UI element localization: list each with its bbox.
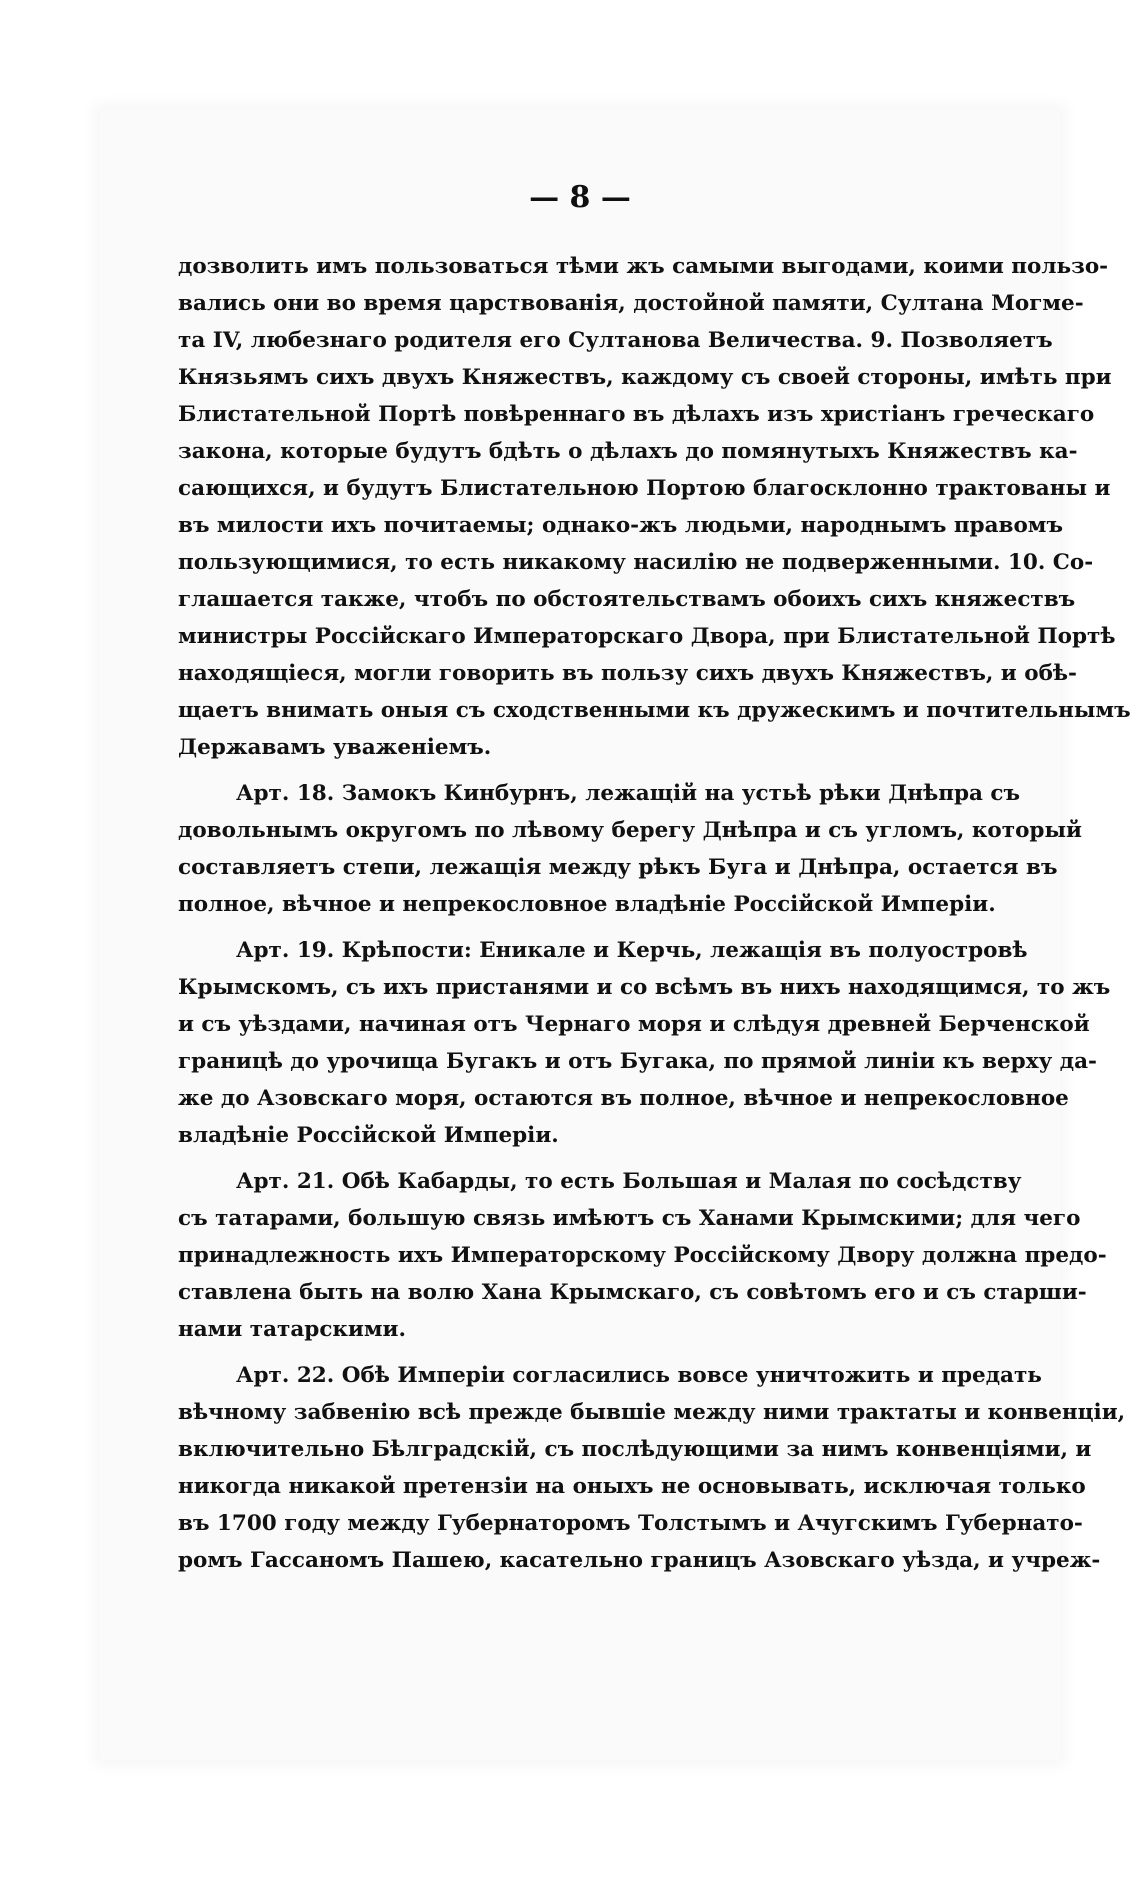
page-number: — 8 —	[529, 180, 631, 215]
text-line: находящіеся, могли говорить въ пользу сихъ двухъ Княжествъ, и обѣ-	[178, 661, 1077, 686]
text-line: Арт. 21. Обѣ Кабарды, то есть Большая и Малая по сосѣдству	[236, 1169, 1022, 1194]
paragraph-article-19	[178, 932, 1111, 1154]
text-line: Крымскомъ, съ ихъ пристанями и со всѣмъ въ нихъ находящимся, то жъ	[178, 975, 1111, 1000]
book-page	[100, 110, 1131, 1760]
text-line: Арт. 22. Обѣ Имперіи согласились вовсе уничтожить и предать	[236, 1363, 1042, 1388]
text-line: принадлежность ихъ Императорскому Россійскому Двору должна предо-	[178, 1243, 1107, 1268]
text-line: границѣ до урочища Бугакъ и отъ Бугака, по прямой линіи къ верху да-	[178, 1049, 1097, 1074]
text-line: Князьямъ сихъ двухъ Княжествъ, каждому съ своей стороны, имѣть при	[178, 365, 1112, 390]
text-line: пользующимися, то есть никакому насилію не подверженными. 10. Со-	[178, 550, 1094, 575]
text-line: же до Азовскаго моря, остаются въ полное, вѣчное и непрекословное	[178, 1086, 1069, 1111]
text-line: дозволить имъ пользоваться тѣми жъ самыми выгодами, коими пользо-	[178, 254, 1109, 279]
text-line: щаетъ внимать оныя съ сходственными къ дружескимъ и почтительнымъ	[178, 698, 1131, 723]
page-text	[178, 248, 1131, 1579]
text-line: въ милости ихъ почитаемы; однако-жъ людьми, народнымъ правомъ	[178, 513, 1063, 538]
text-line: сающихся, и будутъ Блистательною Портою благосклонно трактованы и	[178, 476, 1111, 501]
text-line: Арт. 18. Замокъ Кинбурнъ, лежащій на устьѣ рѣки Днѣпра съ	[236, 781, 1020, 806]
text-line: глашается также, чтобъ по обстоятельствамъ обоихъ сихъ княжествъ	[178, 587, 1076, 612]
text-line: ромъ Гассаномъ Пашею, касательно границъ Азовскаго уѣзда, и учреж-	[178, 1548, 1101, 1573]
text-line: Державамъ уваженіемъ.	[178, 735, 492, 760]
text-line: вались они во время царствованія, достойной памяти, Султана Могме-	[178, 291, 1084, 316]
text-line: Арт. 19. Крѣпости: Еникале и Керчь, лежащія въ полуостровѣ	[236, 938, 1028, 963]
text-line: полное, вѣчное и непрекословное владѣніе Россійской Имперіи.	[178, 892, 996, 917]
text-line: нами татарскими.	[178, 1317, 406, 1342]
text-line: никогда никакой претензіи на оныхъ не основывать, исключая только	[178, 1474, 1086, 1499]
text-line: въ 1700 году между Губернаторомъ Толстымъ и Ачугскимъ Губернато-	[178, 1511, 1083, 1536]
paragraph-article-22	[178, 1357, 1126, 1579]
paragraph-article-18	[178, 775, 1082, 923]
text-line: владѣніе Россійской Имперіи.	[178, 1123, 559, 1148]
text-line: министры Россійскаго Императорскаго Двора, при Блистательной Портѣ	[178, 624, 1116, 649]
text-line: вѣчному забвенію всѣ прежде бывшіе между ними трактаты и конвенціи,	[178, 1400, 1126, 1425]
text-line: закона, которые будутъ бдѣть о дѣлахъ до помянутыхъ Княжествъ ка-	[178, 439, 1078, 464]
text-line: и съ уѣздами, начиная отъ Чернаго моря и слѣдуя древней Берченской	[178, 1012, 1090, 1037]
text-line: составляетъ степи, лежащія между рѣкъ Буга и Днѣпра, остается въ	[178, 855, 1058, 880]
text-line: та IV, любезнаго родителя его Султанова Величества. 9. Позволяетъ	[178, 328, 1053, 353]
text-line: включительно Бѣлградскій, съ послѣдующими за нимъ конвенціями, и	[178, 1437, 1092, 1462]
paragraph-article-21	[178, 1163, 1107, 1348]
text-line: ставлена быть на волю Хана Крымскаго, съ совѣтомъ его и съ старши-	[178, 1280, 1087, 1305]
text-line: Блистательной Портѣ повѣреннаго въ дѣлахъ изъ христіанъ греческаго	[178, 402, 1095, 427]
text-line: съ татарами, большую связь имѣютъ съ Ханами Крымскими; для чего	[178, 1206, 1081, 1231]
text-line: довольнымъ округомъ по лѣвому берегу Днѣпра и съ угломъ, который	[178, 818, 1082, 843]
paragraph-continuation	[178, 248, 1131, 766]
